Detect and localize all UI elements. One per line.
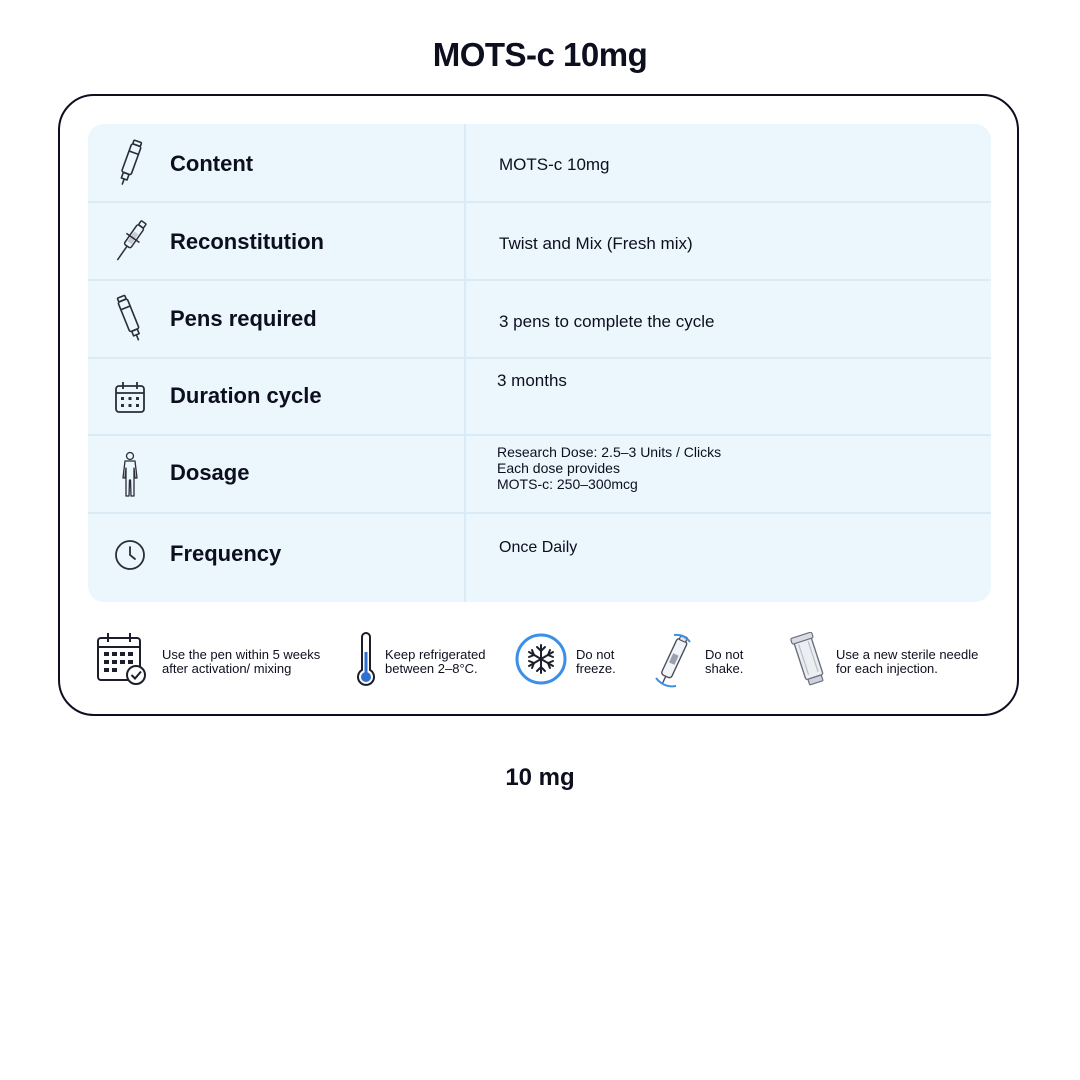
spec-row-duration-cycle [88,359,991,436]
note-line: Do not [705,647,744,662]
note-line: Use the pen within 5 weeks [162,647,321,662]
note-line: between 2–8°C. [385,661,478,676]
shake-pen-icon [650,632,696,697]
pen-icon [108,294,152,344]
pen-icon [108,138,152,188]
note-text-new-needle [836,648,978,676]
spec-value-duration-cycle: 3 months [497,371,567,390]
info-card [58,94,1019,716]
page-title: MOTS-c 10mg [432,36,648,73]
spec-value-frequency: Once Daily [499,539,578,556]
note-do-not-shake [650,632,770,692]
dosage-line: Each dose provides [497,460,620,476]
spec-label-duration-cycle: Duration cycle [170,383,322,408]
usage-notes [96,632,996,696]
note-use-within [96,632,336,692]
note-line: freeze. [576,661,616,676]
spec-row-content [88,124,991,203]
note-line: shake. [705,661,744,676]
spec-row-dosage [88,436,991,514]
note-text-refrigerate [385,648,485,676]
note-line: after activation/ mixing [162,661,292,676]
spec-value-content: MOTS-c 10mg [499,155,610,174]
note-do-not-freeze [514,632,644,692]
note-refrigerate [348,632,508,692]
spec-row-reconstitution [88,203,991,281]
clock-icon [108,530,152,580]
note-line: for each injection. [836,661,938,676]
note-new-needle [788,632,998,692]
calendar-icon [108,373,152,423]
dosage-line: MOTS-c: 250–300mcg [497,476,638,492]
note-line: Keep refrigerated [385,647,486,662]
spec-value-pens-required: 3 pens to complete the cycle [499,312,715,331]
calendar-check-icon [96,632,148,691]
note-text-do-not-shake [705,648,743,676]
spec-label-content: Content [170,151,254,176]
spec-label-pens-required: Pens required [170,306,317,331]
spec-table [88,124,991,602]
note-line: Do not [576,647,615,662]
spec-label-frequency: Frequency [170,541,282,566]
spec-row-frequency [88,514,991,602]
snowflake-icon [514,632,568,691]
footer-dose-label: 10 mg [505,764,575,791]
needle-icon [788,632,830,693]
note-text-do-not-freeze [576,648,616,676]
thermometer-icon [354,632,378,693]
dropper-pen-icon [108,217,152,267]
note-line: Use a new sterile needle [836,647,979,662]
spec-row-pens-required [88,281,991,359]
dosage-line: Research Dose: 2.5–3 Units / Clicks [497,444,722,460]
spec-label-reconstitution: Reconstitution [170,229,324,254]
note-text-use-within [162,648,320,676]
spec-value-dosage [497,444,721,492]
spec-value-reconstitution: Twist and Mix (Fresh mix) [499,234,693,253]
spec-label-dosage: Dosage [170,460,250,485]
human-figure-icon [108,450,152,500]
